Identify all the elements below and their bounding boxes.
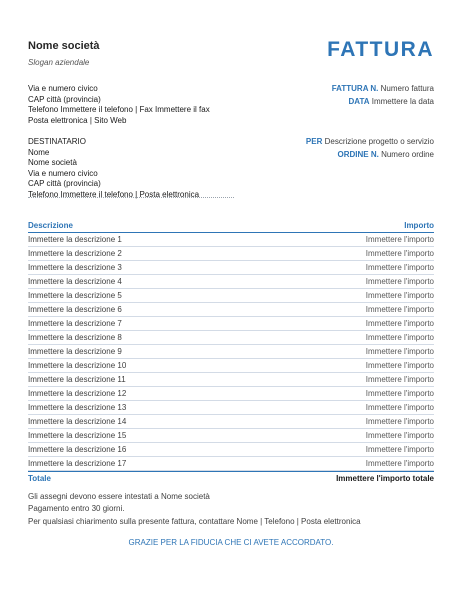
table-row: [28, 261, 434, 275]
total-label: Totale: [28, 474, 51, 483]
order-number: [306, 149, 434, 162]
recipient-line: Telefono Immettere il telefono | Posta elettronica: [28, 189, 200, 199]
row-description: Immettere la descrizione 16: [28, 445, 127, 454]
row-amount: Immettere l'importo: [365, 291, 434, 300]
invoice-meta: [332, 83, 434, 108]
row-amount: Immettere l'importo: [365, 333, 434, 342]
table-row: [28, 275, 434, 289]
recipient-heading: DESTINATARIO: [28, 137, 86, 146]
table-row: [28, 415, 434, 429]
table-row: [28, 387, 434, 401]
project-for-label: PER: [305, 137, 323, 146]
sender-address-line: CAP città (provincia): [28, 94, 101, 104]
row-description: Immettere la descrizione 9: [28, 347, 122, 356]
row-amount: Immettere l'importo: [365, 263, 434, 272]
row-amount: Immettere l'importo: [365, 431, 434, 440]
recipient-line: Nome società: [28, 158, 77, 168]
table-row: [28, 289, 434, 303]
table-row: [28, 359, 434, 373]
payment-notes: [28, 491, 361, 528]
table-row: [28, 233, 434, 247]
table-row: [28, 457, 434, 471]
total-value: Immettere l'importo totale: [336, 474, 434, 483]
row-amount: Immettere l'importo: [365, 417, 434, 426]
table-row: [28, 317, 434, 331]
row-description: Immettere la descrizione 2: [28, 249, 122, 258]
project-for-value: Descrizione progetto o servizio: [324, 137, 434, 146]
note-line: Gli assegni devono essere intestati a Nome società: [28, 492, 210, 501]
row-amount: Immettere l'importo: [365, 347, 434, 356]
row-description: Immettere la descrizione 15: [28, 431, 127, 440]
row-description: Immettere la descrizione 12: [28, 389, 127, 398]
project-for: [306, 136, 434, 149]
row-amount: Immettere l'importo: [365, 277, 434, 286]
sender-address-line: Via e numero civico: [28, 84, 98, 93]
sender-address-line: Posta elettronica | Sito Web: [28, 115, 127, 125]
invoice-table: [28, 220, 434, 485]
invoice-number-label: FATTURA N.: [331, 84, 379, 93]
row-description: Immettere la descrizione 4: [28, 277, 122, 286]
table-row: [28, 429, 434, 443]
row-amount: Immettere l'importo: [365, 459, 434, 468]
row-amount: Immettere l'importo: [365, 305, 434, 314]
order-number-value: Numero ordine: [381, 149, 434, 159]
sender-address-line: Telefono Immettere il telefono | Fax Immettere il fax: [28, 105, 210, 115]
table-total-row: [28, 471, 434, 485]
company-name: Nome società: [28, 40, 100, 52]
note-line: Per qualsiasi chiarimento sulla presente fattura, contattare Nome | Telefono | Posta elettronica: [28, 516, 361, 526]
invoice-number-value: Numero fattura: [380, 84, 434, 93]
row-amount: Immettere l'importo: [365, 361, 434, 370]
table-row: [28, 373, 434, 387]
column-header-amount: Importo: [404, 221, 434, 230]
row-description: Immettere la descrizione 10: [28, 361, 127, 370]
table-header: [28, 220, 434, 233]
invoice-title: FATTURA: [327, 38, 434, 61]
row-amount: Immettere l'importo: [365, 403, 434, 412]
sender-address: [28, 84, 210, 126]
row-amount: Immettere l'importo: [365, 445, 434, 454]
recipient-address: [28, 137, 199, 201]
table-row: [28, 247, 434, 261]
table-body: [28, 233, 434, 471]
recipient-line: Via e numero civico: [28, 168, 98, 178]
row-description: Immettere la descrizione 13: [28, 403, 127, 412]
table-row: [28, 443, 434, 457]
row-amount: Immettere l'importo: [365, 375, 434, 384]
row-description: Immettere la descrizione 1: [28, 235, 122, 244]
table-row: [28, 331, 434, 345]
invoice-date: [332, 96, 434, 109]
row-description: Immettere la descrizione 6: [28, 305, 122, 314]
row-description: Immettere la descrizione 14: [28, 417, 127, 426]
row-description: Immettere la descrizione 8: [28, 333, 122, 342]
thank-you-message: GRAZIE PER LA FIDUCIA CHE CI AVETE ACCORDATO.: [128, 538, 334, 547]
project-meta: [306, 136, 434, 161]
note-line: Pagamento entro 30 giorni.: [28, 504, 125, 514]
invoice-number: [332, 83, 434, 96]
row-description: Immettere la descrizione 17: [28, 459, 127, 468]
table-row: [28, 345, 434, 359]
row-description: Immettere la descrizione 11: [28, 375, 126, 384]
recipient-divider: [28, 197, 234, 198]
order-number-label: ORDINE N.: [337, 149, 379, 159]
row-amount: Immettere l'importo: [365, 235, 434, 244]
row-amount: Immettere l'importo: [365, 389, 434, 398]
row-amount: Immettere l'importo: [365, 319, 434, 328]
invoice-date-value: Immettere la data: [371, 96, 434, 106]
row-description: Immettere la descrizione 3: [28, 263, 122, 272]
table-row: [28, 303, 434, 317]
invoice-date-label: DATA: [348, 96, 370, 106]
recipient-line: CAP città (provincia): [28, 179, 101, 189]
row-amount: Immettere l'importo: [365, 249, 434, 258]
recipient-line: Nome: [28, 147, 50, 157]
company-slogan: Slogan aziendale: [28, 58, 90, 67]
row-description: Immettere la descrizione 7: [28, 319, 122, 328]
column-header-description: Descrizione: [28, 221, 73, 230]
table-row: [28, 401, 434, 415]
row-description: Immettere la descrizione 5: [28, 291, 122, 300]
